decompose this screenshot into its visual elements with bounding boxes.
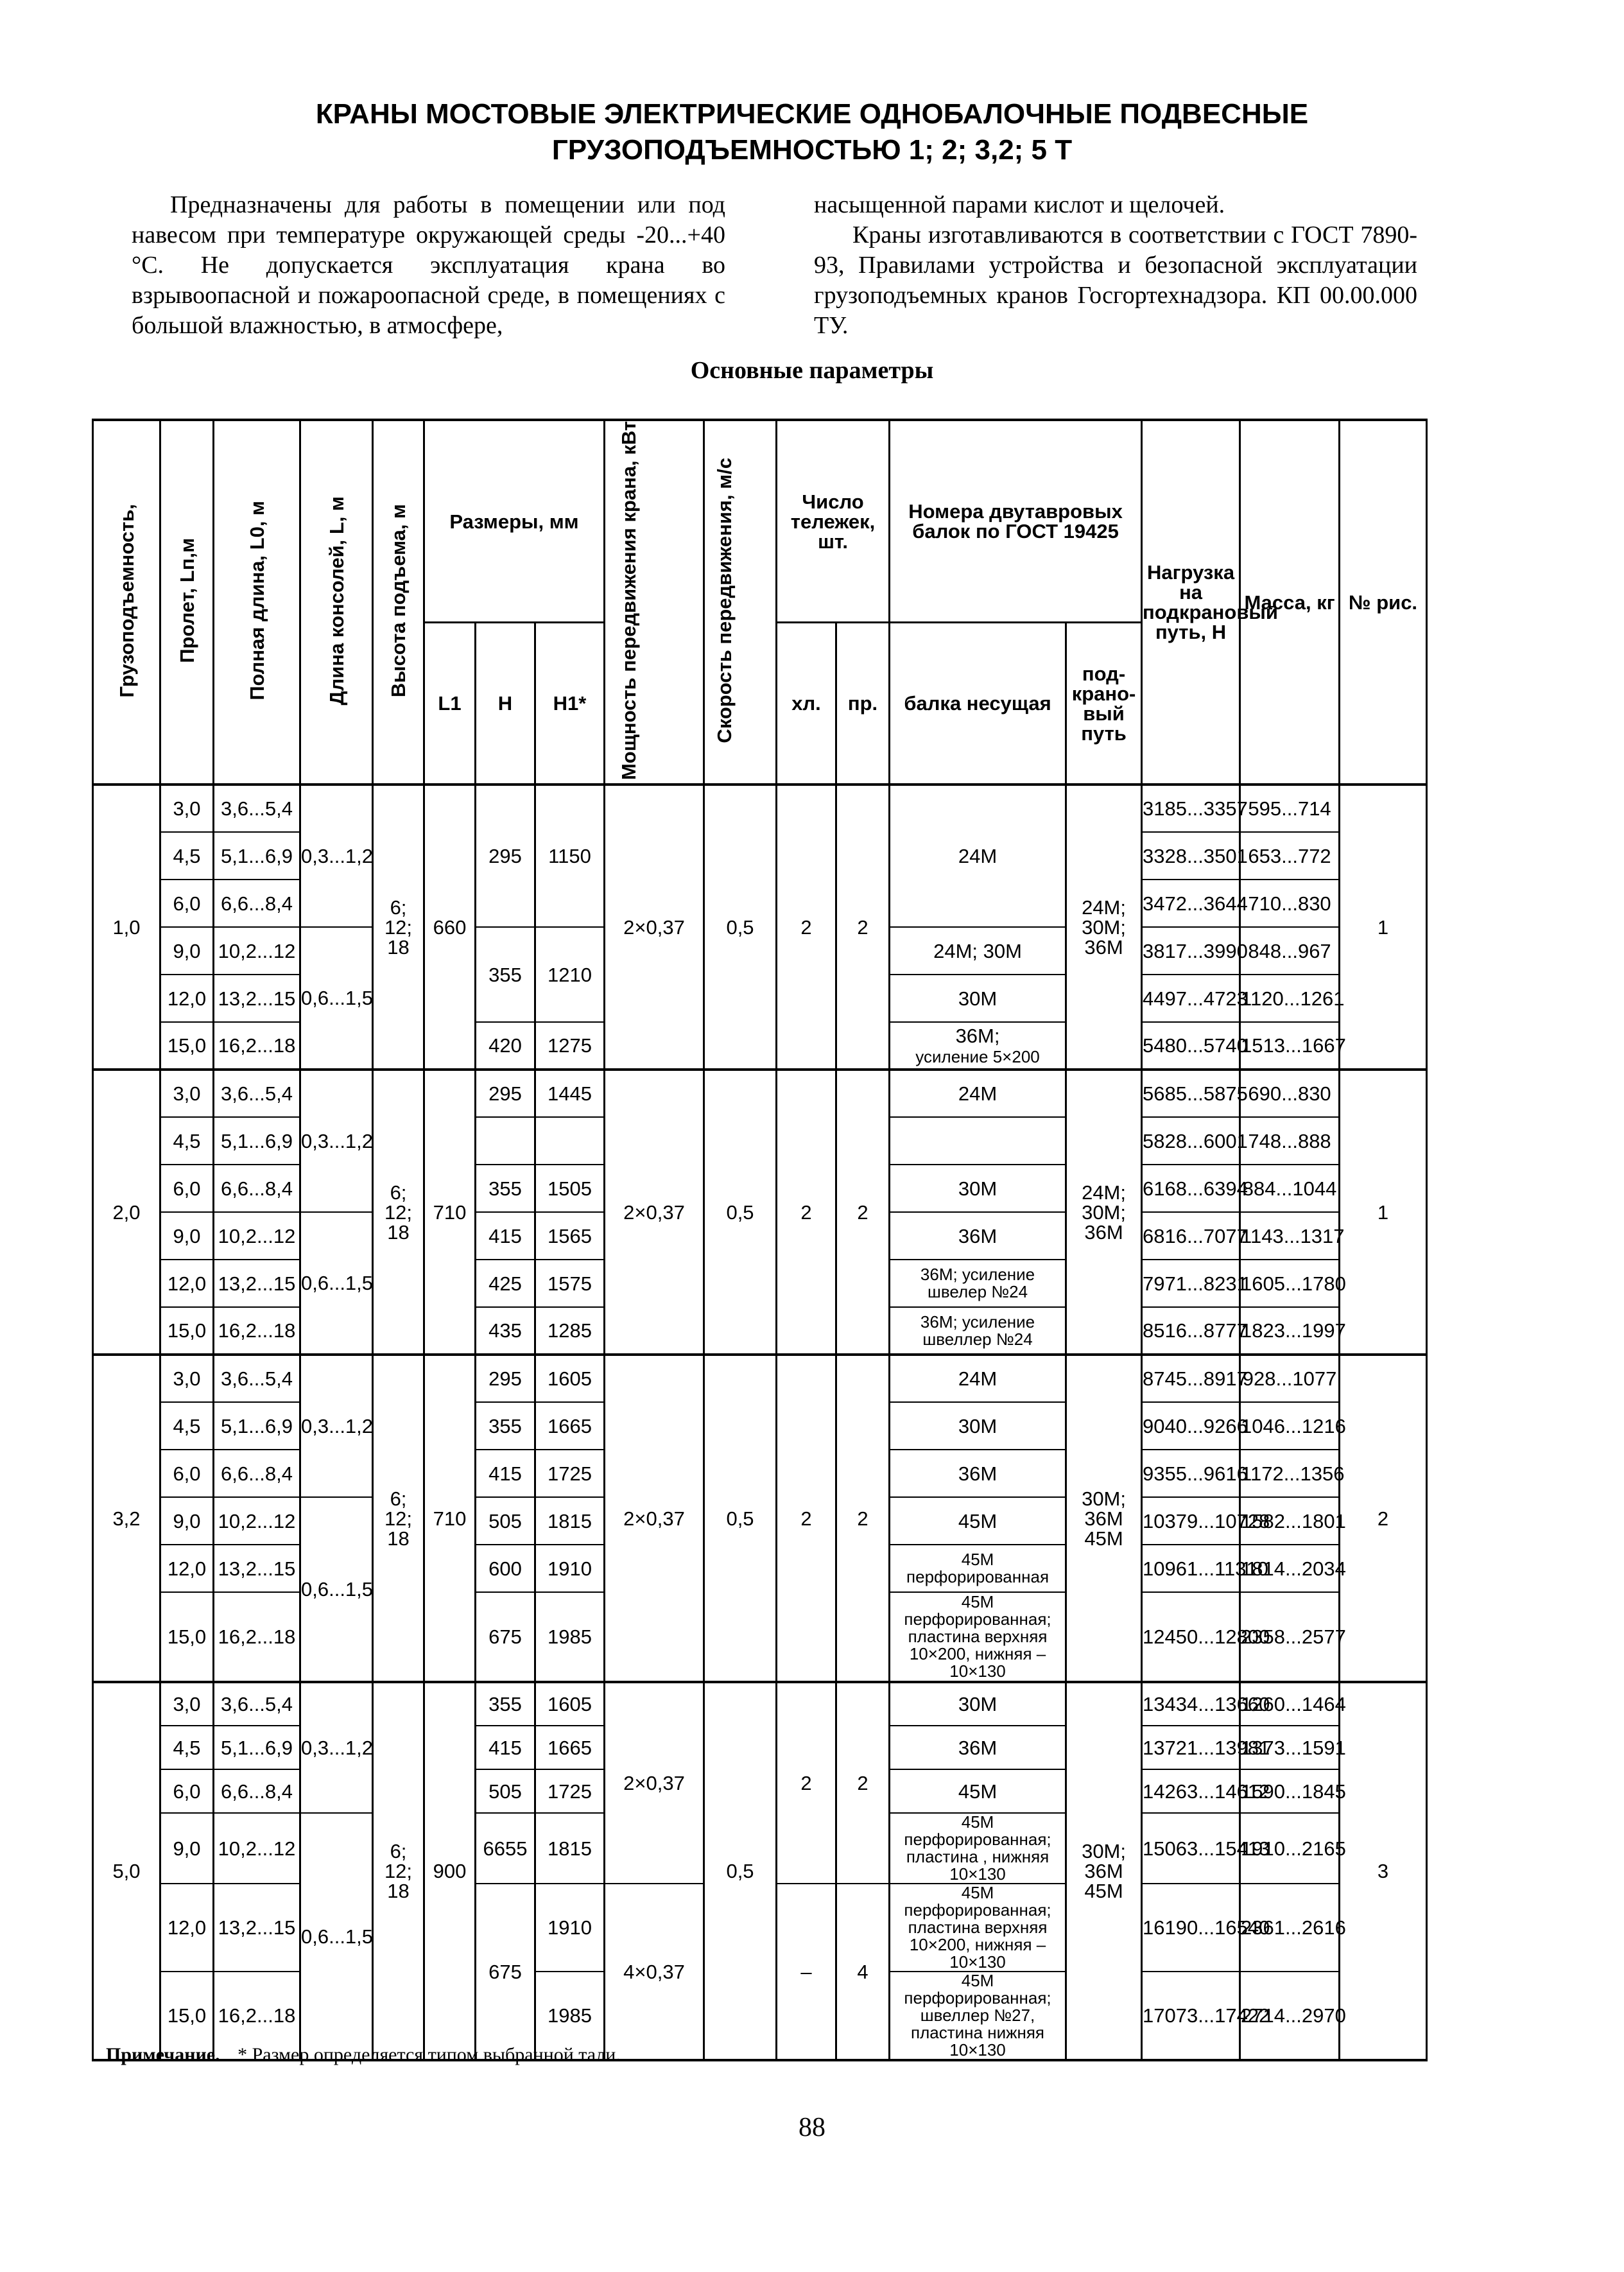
- length-cell: 3,6...5,4: [214, 1682, 300, 1726]
- h-cell: 420: [476, 1022, 535, 1070]
- console-cell: 0,6...1,5: [300, 1212, 373, 1355]
- beam-cell: 30М: [890, 1682, 1066, 1726]
- length-cell: 3,6...5,4: [214, 1355, 300, 1402]
- h1-cell: 1725: [535, 1450, 605, 1497]
- lift-height-cell: 6; 12; 18: [373, 1070, 424, 1355]
- h1-cell: 1815: [535, 1813, 605, 1884]
- beam-cell: 24М: [890, 785, 1066, 927]
- h1-cell: 1985: [535, 1592, 605, 1682]
- beam-cell: 24М: [890, 1355, 1066, 1402]
- header-h: H: [476, 623, 535, 785]
- track-beam-cell: 24М; 30М; 36М: [1066, 1070, 1142, 1355]
- capacity-cell: 5,0: [93, 1682, 160, 2060]
- load-cell: 17073...17422: [1142, 1972, 1240, 2060]
- length-cell: 6,6...8,4: [214, 880, 300, 927]
- table-row: [93, 785, 1427, 832]
- header-l1: L1: [424, 623, 476, 785]
- beam-cell: 36М; усиление швелер №24: [890, 1260, 1066, 1307]
- beam-cell: 45М перфорированная; швеллер №27, пластина нижняя 10×130: [890, 1972, 1066, 2060]
- header-beams: Номера двутавровых балок по ГОСТ 19425: [890, 420, 1142, 623]
- speed-cell: 0,5: [704, 1070, 777, 1355]
- h1-cell: 1725: [535, 1769, 605, 1813]
- note-text: * Размер определяется типом выбранной тали.: [238, 2044, 621, 2065]
- power-cell: 2×0,37: [605, 1070, 704, 1355]
- beam-cell: 45М: [890, 1769, 1066, 1813]
- page-number: 88: [799, 2113, 825, 2142]
- span-cell: 12,0: [160, 1884, 214, 1972]
- drive-cell: 2: [777, 1070, 836, 1355]
- mass-cell: 1582...1801: [1240, 1497, 1340, 1545]
- console-cell: 0,6...1,5: [300, 1497, 373, 1682]
- length-cell: 16,2...18: [214, 1972, 300, 2060]
- table-caption: Основные параметры: [690, 357, 934, 384]
- beam-cell: 24М: [890, 1070, 1066, 1117]
- h-cell: 600: [476, 1545, 535, 1592]
- length-cell: 5,1...6,9: [214, 1726, 300, 1769]
- length-cell: 13,2...15: [214, 975, 300, 1022]
- power-cell: 2×0,37: [605, 1682, 704, 1884]
- track-beam-cell: 24М; 30М; 36М: [1066, 785, 1142, 1070]
- speed-cell: 0,5: [704, 1355, 777, 1682]
- load-cell: 3472...3644: [1142, 880, 1240, 927]
- length-cell: 5,1...6,9: [214, 1117, 300, 1165]
- span-cell: 15,0: [160, 1972, 214, 2060]
- drive-cell: 2: [777, 1355, 836, 1682]
- header-full-length: Полная длина, L0, м: [214, 420, 300, 785]
- mass-cell: 884...1044: [1240, 1165, 1340, 1212]
- idle-cell: 2: [836, 785, 890, 1070]
- table-row: [93, 1682, 1427, 1726]
- h-cell: 355: [476, 927, 535, 1022]
- length-cell: 6,6...8,4: [214, 1769, 300, 1813]
- l1-cell: 660: [424, 785, 476, 1070]
- mass-cell: 1590...1845: [1240, 1769, 1340, 1813]
- header-h1: H1*: [535, 623, 605, 785]
- table-header: [93, 420, 1427, 785]
- h-cell: 505: [476, 1769, 535, 1813]
- span-cell: 15,0: [160, 1307, 214, 1355]
- h1-cell: 1605: [535, 1682, 605, 1726]
- h-cell: 6655: [476, 1813, 535, 1884]
- beam-cell: 36М; усиление 5×200: [890, 1022, 1066, 1070]
- l1-cell: 710: [424, 1355, 476, 1682]
- h1-cell: 1985: [535, 1972, 605, 2060]
- h-cell: 415: [476, 1450, 535, 1497]
- load-cell: 9040...9266: [1142, 1402, 1240, 1450]
- mass-cell: 1260...1464: [1240, 1682, 1340, 1726]
- group-3-2t: [93, 1355, 1427, 1682]
- intro-right-text-2: Краны изготавливаются в соответствии с ГОСТ 7890-93, Правилами устройства и безопасной эксплуатации грузоподъемных кранов Госгортехнадзора. КП 00.00.000 ТУ.: [814, 221, 1417, 339]
- power-cell: 2×0,37: [605, 1355, 704, 1682]
- beam-cell: 45М: [890, 1497, 1066, 1545]
- beam-cell: 36М: [890, 1450, 1066, 1497]
- console-cell: 0,6...1,5: [300, 1813, 373, 2060]
- load-cell: 8745...8917: [1142, 1355, 1240, 1402]
- h-cell: 355: [476, 1682, 535, 1726]
- load-cell: 4497...4723: [1142, 975, 1240, 1022]
- mass-cell: 1373...1591: [1240, 1726, 1340, 1769]
- load-cell: 5480...5740: [1142, 1022, 1240, 1070]
- span-cell: 3,0: [160, 785, 214, 832]
- h1-cell: 1910: [535, 1545, 605, 1592]
- mass-cell: 928...1077: [1240, 1355, 1340, 1402]
- intro-right-column: [814, 190, 1417, 341]
- h1-cell: 1445: [535, 1070, 605, 1117]
- span-cell: 3,0: [160, 1682, 214, 1726]
- length-cell: 13,2...15: [214, 1545, 300, 1592]
- idle-cell: 2: [836, 1682, 890, 1884]
- drive-cell: 2: [777, 785, 836, 1070]
- span-cell: 12,0: [160, 1545, 214, 1592]
- mass-cell: 1172...1356: [1240, 1450, 1340, 1497]
- length-cell: 16,2...18: [214, 1307, 300, 1355]
- intro-left-text: Предназначены для работы в помещении или под навесом при температуре окружающей среды -20...+40 °С. Не допускается эксплуатация крана во взрывоопасной и пожароопасной среде, в помещениях с большой влажностью, в атмосфере,: [132, 191, 725, 339]
- header-lift-height: Высота подъема, м: [373, 420, 424, 785]
- h-cell: 355: [476, 1165, 535, 1212]
- capacity-cell: 1,0: [93, 785, 160, 1070]
- h1-cell: 1575: [535, 1260, 605, 1307]
- h1-cell: 1665: [535, 1402, 605, 1450]
- h-cell: 415: [476, 1212, 535, 1260]
- load-cell: 15063...15413: [1142, 1813, 1240, 1884]
- console-cell: 0,6...1,5: [300, 927, 373, 1070]
- h-cell: 425: [476, 1260, 535, 1307]
- header-console-length: Длина консолей, L, м: [300, 420, 373, 785]
- fig-cell: 3: [1340, 1682, 1427, 2060]
- h1-cell: 1285: [535, 1307, 605, 1355]
- span-cell: 6,0: [160, 1769, 214, 1813]
- footnote: [106, 2044, 621, 2066]
- group-1t: [93, 785, 1427, 1070]
- drive-cell: –: [777, 1884, 836, 2060]
- beam-cell: 36М: [890, 1726, 1066, 1769]
- lift-height-cell: 6; 12; 18: [373, 785, 424, 1070]
- h1-cell: 1665: [535, 1726, 605, 1769]
- span-cell: 9,0: [160, 1813, 214, 1884]
- mass-cell: 1814...2034: [1240, 1545, 1340, 1592]
- table-row: [93, 1070, 1427, 1117]
- mass-cell: 2361...2616: [1240, 1884, 1340, 1972]
- load-cell: 3185...3357: [1142, 785, 1240, 832]
- length-cell: 16,2...18: [214, 1592, 300, 1682]
- header-trolleys: Число тележек, шт.: [777, 420, 890, 623]
- idle-cell: 2: [836, 1070, 890, 1355]
- h-cell: [476, 1117, 535, 1165]
- span-cell: 3,0: [160, 1070, 214, 1117]
- power-cell: 4×0,37: [605, 1884, 704, 2060]
- intro-left-column: [132, 190, 725, 341]
- h-cell: 435: [476, 1307, 535, 1355]
- lift-height-cell: 6; 12; 18: [373, 1355, 424, 1682]
- length-cell: 6,6...8,4: [214, 1450, 300, 1497]
- h1-cell: 1910: [535, 1884, 605, 1972]
- load-cell: 6816...7077: [1142, 1212, 1240, 1260]
- span-cell: 12,0: [160, 975, 214, 1022]
- load-cell: 10961...11310: [1142, 1545, 1240, 1592]
- mass-cell: 1513...1667: [1240, 1022, 1340, 1070]
- mass-cell: 2358...2577: [1240, 1592, 1340, 1682]
- header-trolley-idle: пр.: [836, 623, 890, 785]
- h-cell: 675: [476, 1884, 535, 2060]
- span-cell: 4,5: [160, 1402, 214, 1450]
- header-beam-track: под-крано-вый путь: [1066, 623, 1142, 785]
- group-5t: [93, 1682, 1427, 2060]
- header-load: Нагрузка на подкрановый путь, Н: [1142, 420, 1240, 785]
- console-cell: 0,3...1,2: [300, 1682, 373, 1813]
- header-dimensions: Размеры, мм: [424, 420, 605, 623]
- header-mass: Масса, кг: [1240, 420, 1340, 785]
- fig-cell: 2: [1340, 1355, 1427, 1682]
- span-cell: 4,5: [160, 1726, 214, 1769]
- h-cell: 505: [476, 1497, 535, 1545]
- length-cell: 3,6...5,4: [214, 1070, 300, 1117]
- load-cell: 3328...3501: [1142, 832, 1240, 880]
- beam-cell: [890, 1117, 1066, 1165]
- h1-cell: 1505: [535, 1165, 605, 1212]
- h-cell: 675: [476, 1592, 535, 1682]
- console-cell: 0,3...1,2: [300, 1355, 373, 1497]
- header-fig: № рис.: [1340, 420, 1427, 785]
- mass-cell: 2714...2970: [1240, 1972, 1340, 2060]
- track-beam-cell: 30М; 36М 45М: [1066, 1682, 1142, 2060]
- console-cell: 0,3...1,2: [300, 1070, 373, 1212]
- h1-cell: [535, 1117, 605, 1165]
- beam-cell: 45М перфорированная; пластина верхняя 10×200, нижняя – 10×130: [890, 1884, 1066, 1972]
- fig-cell: 1: [1340, 785, 1427, 1070]
- beam-cell: 45М перфорированная; пластина , нижняя 10×130: [890, 1813, 1066, 1884]
- h-cell: 355: [476, 1402, 535, 1450]
- load-cell: 5685...5875: [1142, 1070, 1240, 1117]
- span-cell: 12,0: [160, 1260, 214, 1307]
- beam-cell: 45М перфорированная: [890, 1545, 1066, 1592]
- group-2t: [93, 1070, 1427, 1355]
- idle-cell: 2: [836, 1355, 890, 1682]
- mass-cell: 1120...1261: [1240, 975, 1340, 1022]
- mass-cell: 1046...1216: [1240, 1402, 1340, 1450]
- span-cell: 15,0: [160, 1592, 214, 1682]
- load-cell: 5828...6001: [1142, 1117, 1240, 1165]
- l1-cell: 710: [424, 1070, 476, 1355]
- mass-cell: 1605...1780: [1240, 1260, 1340, 1307]
- length-cell: 6,6...8,4: [214, 1165, 300, 1212]
- mass-cell: 710...830: [1240, 880, 1340, 927]
- lift-height-cell: 6; 12; 18: [373, 1682, 424, 2060]
- load-cell: 6168...6394: [1142, 1165, 1240, 1212]
- beam-cell: 30М: [890, 1165, 1066, 1212]
- mass-cell: 748...888: [1240, 1117, 1340, 1165]
- parameters-table: [92, 419, 1428, 2061]
- drive-cell: 2: [777, 1682, 836, 1884]
- load-cell: 13434...13660: [1142, 1682, 1240, 1726]
- capacity-cell: 2,0: [93, 1070, 160, 1355]
- power-cell: 2×0,37: [605, 785, 704, 1070]
- mass-cell: 595...714: [1240, 785, 1340, 832]
- span-cell: 6,0: [160, 880, 214, 927]
- h1-cell: 1150: [535, 785, 605, 927]
- speed-cell: 0,5: [704, 785, 777, 1070]
- beam-cell: 45М перфорированная; пластина верхняя 10×200, нижняя – 10×130: [890, 1592, 1066, 1682]
- h-cell: 295: [476, 1355, 535, 1402]
- load-cell: 8516...8777: [1142, 1307, 1240, 1355]
- length-cell: 10,2...12: [214, 1813, 300, 1884]
- h1-cell: 1565: [535, 1212, 605, 1260]
- length-cell: 16,2...18: [214, 1022, 300, 1070]
- length-cell: 10,2...12: [214, 1212, 300, 1260]
- span-cell: 4,5: [160, 832, 214, 880]
- note-label: Примечание.: [106, 2044, 220, 2065]
- header-capacity: Грузоподъемность,: [93, 420, 160, 785]
- length-cell: 3,6...5,4: [214, 785, 300, 832]
- length-cell: 13,2...15: [214, 1260, 300, 1307]
- capacity-cell: 3,2: [93, 1355, 160, 1682]
- l1-cell: 900: [424, 1682, 476, 2060]
- span-cell: 9,0: [160, 1212, 214, 1260]
- table-row: [93, 1355, 1427, 1402]
- load-cell: 7971...8231: [1142, 1260, 1240, 1307]
- title-line-1: КРАНЫ МОСТОВЫЕ ЭЛЕКТРИЧЕСКИЕ ОДНОБАЛОЧНЫЕ ПОДВЕСНЫЕ: [315, 98, 1309, 130]
- speed-cell: 0,5: [704, 1682, 777, 2060]
- mass-cell: 848...967: [1240, 927, 1340, 975]
- intro-right-text-1: насыщенной парами кислот и щелочей.: [814, 191, 1225, 218]
- beam-cell: 30М: [890, 1402, 1066, 1450]
- header-speed: Скорость передвижения, м/с: [704, 420, 777, 785]
- h-cell: 295: [476, 785, 535, 927]
- load-cell: 12450...12800: [1142, 1592, 1240, 1682]
- beam-cell: 36М; усиление швеллер №24: [890, 1307, 1066, 1355]
- span-cell: 6,0: [160, 1450, 214, 1497]
- length-cell: 10,2...12: [214, 927, 300, 975]
- load-cell: 9355...9616: [1142, 1450, 1240, 1497]
- mass-cell: 1823...1997: [1240, 1307, 1340, 1355]
- length-cell: 5,1...6,9: [214, 832, 300, 880]
- span-cell: 9,0: [160, 927, 214, 975]
- length-cell: 10,2...12: [214, 1497, 300, 1545]
- page-title: [0, 96, 1624, 168]
- track-beam-cell: 30М; 36М 45М: [1066, 1355, 1142, 1682]
- span-cell: 3,0: [160, 1355, 214, 1402]
- load-cell: 10379...10728: [1142, 1497, 1240, 1545]
- mass-cell: 1910...2165: [1240, 1813, 1340, 1884]
- beam-cell: 36М: [890, 1212, 1066, 1260]
- h1-cell: 1275: [535, 1022, 605, 1070]
- mass-cell: 1143...1317: [1240, 1212, 1340, 1260]
- h-cell: 295: [476, 1070, 535, 1117]
- fig-cell: 1: [1340, 1070, 1427, 1355]
- span-cell: 15,0: [160, 1022, 214, 1070]
- load-cell: 13721...13981: [1142, 1726, 1240, 1769]
- length-cell: 13,2...15: [214, 1884, 300, 1972]
- length-cell: 5,1...6,9: [214, 1402, 300, 1450]
- h1-cell: 1605: [535, 1355, 605, 1402]
- header-span: Пролет, Lп,м: [160, 420, 214, 785]
- idle-cell: 4: [836, 1884, 890, 2060]
- load-cell: 16190...16540: [1142, 1884, 1240, 1972]
- beam-cell: 30М: [890, 975, 1066, 1022]
- mass-cell: 653...772: [1240, 832, 1340, 880]
- header-trolley-drive: хл.: [777, 623, 836, 785]
- header-power: Мощность передвижения крана, кВт: [605, 420, 704, 785]
- title-line-2: ГРУЗОПОДЪЕМНОСТЬЮ 1; 2; 3,2; 5 Т: [551, 134, 1073, 166]
- h-cell: 415: [476, 1726, 535, 1769]
- console-cell: 0,3...1,2: [300, 785, 373, 927]
- header-beam-main: балка несущая: [890, 623, 1066, 785]
- h1-cell: 1210: [535, 927, 605, 1022]
- span-cell: 4,5: [160, 1117, 214, 1165]
- span-cell: 6,0: [160, 1165, 214, 1212]
- beam-cell: 24М; 30М: [890, 927, 1066, 975]
- load-cell: 3817...3990: [1142, 927, 1240, 975]
- span-cell: 9,0: [160, 1497, 214, 1545]
- mass-cell: 690...830: [1240, 1070, 1340, 1117]
- h1-cell: 1815: [535, 1497, 605, 1545]
- load-cell: 14263...14612: [1142, 1769, 1240, 1813]
